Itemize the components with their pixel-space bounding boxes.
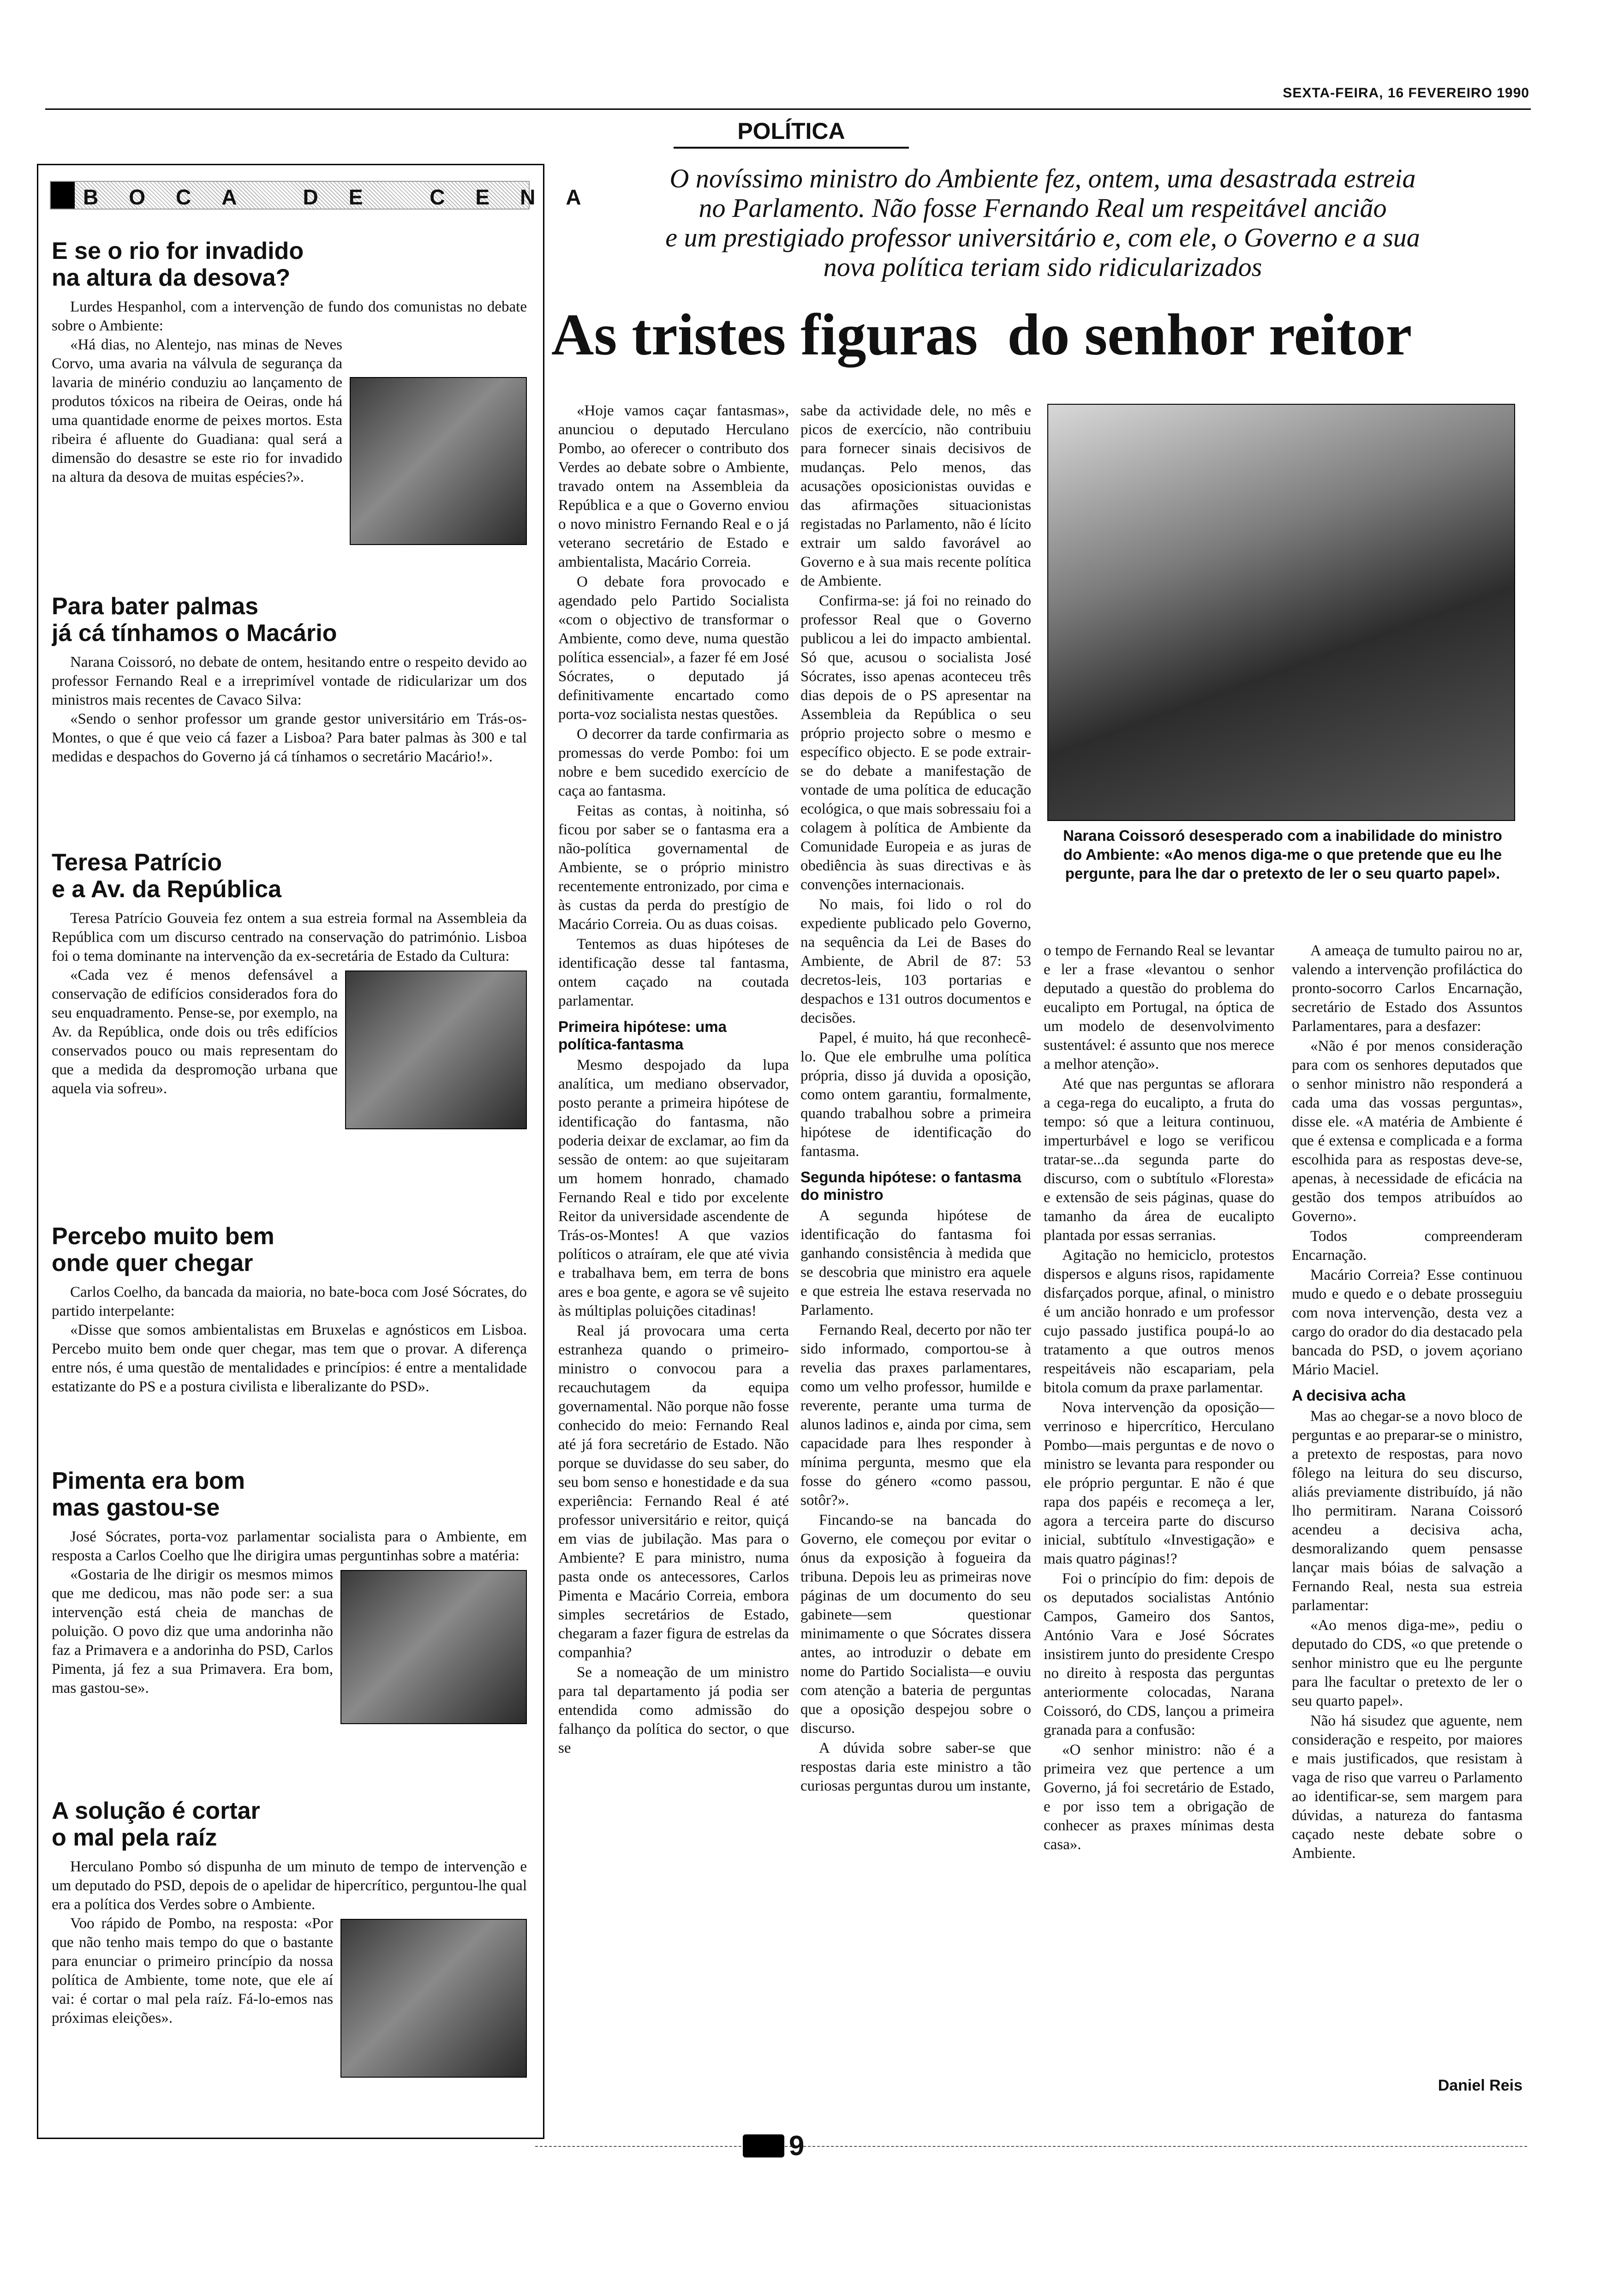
article-paragraph: Não há sisudez que aguente, nem consideração e respeito, por maiores e mais justificados, que resistam à vaga de riso que varreu o Parlamento ao identificar-se, sem margem para dúvidas, a natureza do fantasma caçado neste debate sobre o Ambiente. <box>1292 1713 1522 1862</box>
article-paragraph: Nova intervenção da oposição—verrinoso e hipercrítico, Herculano Pombo—mais perguntas e de novo o ministro se levanta para responder ou ele próprio perguntar. E não é que rapa dos papéis e recomeça a ler, agora a terceira parte do discurso inicial, subtítulo «Investigação» e mais quatro páginas!? <box>1044 1399 1274 1567</box>
article-col-2 <box>800 401 1031 2100</box>
sidebar-item-palmas <box>52 593 527 833</box>
sidebar-text: Lurdes Hespanhol, com a intervenção de fundo dos comunistas no debate sobre o Ambiente: <box>52 299 527 334</box>
article-paragraph: Mas ao chegar-se a novo bloco de perguntas e ao preparar-se o ministro, a pretexto de respostas, para novo fôlego na leitura do seu discurso, aliás previamente distribuído, já não lho permitiram. Narana Coissoró acendeu a decisiva acha, desmoralizando quem pensasse lançar mais bóias de salvação a Fernando Real, nesta sua estreia parlamentar: <box>1292 1408 1522 1614</box>
article-paragraph: Se a nomeação de um ministro para tal departamento já podia ser entendida como admissão do falhanço da política do sector, o que se <box>558 1664 789 1756</box>
article-col-4 <box>1292 941 1522 2067</box>
photo-narana-coissoro <box>1047 404 1515 821</box>
section-underline <box>674 147 909 149</box>
sidebar-heading: já cá tínhamos o Macário <box>52 620 337 647</box>
sidebar-text: Narana Coissoró, no debate de ontem, hesitando entre o respeito devido ao professor Fernando Real e a irreprimível vontade de ridicularizar um dos ministros mais recentes de Cavaco Silva: <box>52 654 527 708</box>
article-paragraph: Até que nas perguntas se aflorara a cega-rega do eucalipto, a fruta do tempo: só que a leitura continuou, imperturbável e logo se verificou tratar-se...da segunda parte do discurso, com o subtítulo «Floresta» e extensão de seis páginas, quase do tamanho da área de eucalipto plantada por essas serranias. <box>1044 1076 1274 1244</box>
article-col-3 <box>1044 941 1274 2100</box>
sidebar-heading: e a Av. da República <box>52 876 282 903</box>
article-paragraph: «Ao menos diga-me», pediu o deputado do CDS, «o que pretende o senhor ministro que eu lhe pergunte para lhe facultar o pretexto de ler o seu quarto papel». <box>1292 1617 1522 1709</box>
sidebar-item-percebo <box>52 1223 527 1463</box>
article-paragraph: Foi o princípio do fim: depois de os deputados socialistas António Campos, Gameiro dos Santos, António Vara e José Sócrates insistirem junto do presidente Crespo no direito à resposta das perguntas anteriormente colocadas, Narana Coissoró, do CDS, lançou a primeira granada para a confusão: <box>1044 1570 1274 1738</box>
photo-caption: Narana Coissoró desesperado com a inabilidade do ministro do Ambiente: «Ao menos diga-me o que pretende que eu lhe pergunte, para lhe dar o pretexto de ler o seu quarto papel». <box>1063 827 1502 882</box>
article-subheading: Primeira hipótese: uma política-fantasma <box>558 1018 727 1053</box>
sidebar-item-teresa <box>52 849 527 1214</box>
article-paragraph: «Hoje vamos caçar fantasmas», anunciou o deputado Herculano Pombo, ao oferecer o contributo dos Verdes ao debate sobre o Ambiente, travado ontem na Assembleia da República e a que o Governo enviou o novo ministro Fernando Real e o já veterano secretário de Estado e ambientalista, Macário Correia. <box>558 402 789 570</box>
sidebar-heading: na altura da desova? <box>52 264 291 291</box>
sidebar-text: «Sendo o senhor professor um grande gestor universitário em Trás-os-Montes, o que é que veio cá fazer a Lisboa? Para bater palmas às 300 e tal medidas e despachos do Governo já cá tínhamos o secretário Macário!». <box>52 711 527 765</box>
lead-line: e um prestigiado professor universitário e, com ele, o Governo e a sua <box>665 222 1420 252</box>
header-rule <box>45 108 1531 110</box>
article-headline: As tristes figuras do senhor reitor <box>551 302 1412 367</box>
article-paragraph: «O senhor ministro: não é a primeira vez que pertence a um Governo, já foi secretário de Estado, e por isso tem a obrigação de conhecer as praxes mínimas desta casa». <box>1044 1742 1274 1853</box>
article-paragraph: «Não é por menos consideração para com os senhores deputados que o senhor ministro não responderá a cada uma das vossas perguntas», disse ele. «A matéria de Ambiente é que é extensa e complicada e a forma escolhida para as respostas deve-se, apenas, à necessidade de eficácia na gestão dos tempos atribuídos ao Governo». <box>1292 1038 1522 1225</box>
page-date: SEXTA-FEIRA, 16 FEVEREIRO 1990 <box>1283 85 1529 101</box>
article-paragraph: Real já provocara uma certa estranheza quando o primeiro-ministro o convocou para a recauchutagem da equipa governamental. Não porque não fosse conhecido do meio: Fernando Real até já fora secretário de Estado. Não porque se duvidasse do seu saber, do seu bom senso e honestidade e da sua experiência: Fernando Real é até professor universitário e reitor, quiçá em vias de jubilação. Mas para o Ambiente? E para ministro, numa pasta onde os antecessores, Carlos Pimenta e Macário Correia, embora simples secretários de Estado, chegaram a fazer figura de estrelas da companhia? <box>558 1323 789 1661</box>
article-paragraph: No mais, foi lido o rol do expediente publicado pelo Governo, na sequência da Lei de Bases do Ambiente, de Abril de 87: 53 decretos-leis, 103 portarias e despachos e 131 outros documentos e decisões. <box>800 896 1031 1026</box>
sidebar-heading: A solução é cortar <box>52 1798 260 1824</box>
article-paragraph: Tentemos as duas hipóteses de identificação desse tal fantasma, ontem caçado na coutada parlamentar. <box>558 936 789 1009</box>
sidebar-title-marker <box>51 182 75 209</box>
section-label: POLÍTICA <box>737 118 845 144</box>
sidebar-text: Voo rápido de Pombo, na resposta: «Por que não tenho mais tempo do que o bastante para enunciar o primeiro princípio da nossa política de Ambiente, tome note, que ele aí vai: é cortar o mal pela raíz. Fá-lo-emos nas próximas eleições». <box>52 1915 333 2026</box>
sidebar-heading: Teresa Patrício <box>52 849 222 876</box>
article-lead <box>558 164 1527 282</box>
lead-line: O novíssimo ministro do Ambiente fez, ontem, uma desastrada estreia <box>669 163 1416 193</box>
sidebar-heading: Para bater palmas <box>52 593 259 620</box>
footer-logo <box>743 2134 784 2157</box>
photo-teresa-patricio <box>345 971 527 1129</box>
article-paragraph: Agitação no hemiciclo, protestos dispersos e alguns risos, rapidamente disfarçados porque, afinal, o ministro é um ancião honrado e um professor cujo passado justifica poupá-lo ao tratamento a que outros menos respeitáveis não escapariam, pela bitola comum da praxe parlamentar. <box>1044 1247 1274 1396</box>
article-subheading: Segunda hipótese: o fantasma do ministro <box>800 1168 1021 1203</box>
article-paragraph: A segunda hipótese de identificação do fantasma foi ganhando consistência à medida que se descobria que ministro era aquele e que estreia lhe estava reservada no Parlamento. <box>800 1207 1031 1318</box>
article-col-1 <box>558 401 789 2100</box>
article-paragraph: Papel, é muito, há que reconhecê-lo. Que ele embrulhe uma política própria, disso já duvida a oposição, como ontem garantiu, formalmente, quando trabalhou sobre a primeira hipótese de identificação do fantasma. <box>800 1030 1031 1160</box>
article-subheading: A decisiva acha <box>1292 1387 1406 1404</box>
article-paragraph: A ameaça de tumulto pairou no ar, valendo a intervenção profiláctica do pronto-socorro Carlos Encarnação, secretário de Estado dos Assuntos Parlamentares, para a desfazer: <box>1292 942 1522 1035</box>
lead-line: no Parlamento. Não fosse Fernando Real um respeitável ancião <box>699 193 1387 223</box>
photo-lurdes-hespanhol <box>350 377 527 545</box>
sidebar-title: BOCA DE CENA <box>83 185 612 209</box>
sidebar-title-bar <box>50 181 612 210</box>
article-paragraph: A dúvida sobre saber-se que respostas daria este ministro a tão curiosas perguntas durou um instante, <box>800 1740 1031 1794</box>
article-paragraph: Feitas as contas, à noitinha, só ficou por saber se o fantasma era a não-política governamental de Ambiente, se o próprio ministro recentemente entronizado, por cima e às custas da perda do prestígio de Macário Correia. Ou as duas coisas. <box>558 803 789 933</box>
article-paragraph: Macário Correia? Esse continuou mudo e quedo e o debate prosseguiu com nova intervenção, desta vez a cargo do orador do dia destacado pela bancada do PSD, o jovem açoriano Mário Maciel. <box>1292 1267 1522 1378</box>
sidebar-text: José Sócrates, porta-voz parlamentar socialista para o Ambiente, em resposta a Carlos Coelho que lhe dirigira umas perguntinhas sobre a matéria: <box>52 1528 527 1564</box>
article-paragraph: Fincando-se na bancada do Governo, ele começou por evitar o ónus da exposição à fogueira da tribuna. Depois leu as primeiras nove páginas de um documento do seu gabinete—sem questionar minimamente o que Sócrates dissera antes, ao introduzir o debate em nome do Partido Socialista—e ouviu com atenção a bateria de perguntas que a oposição despejou sobre o discurso. <box>800 1512 1031 1737</box>
sidebar-text: Carlos Coelho, da bancada da maioria, no bate-boca com José Sócrates, do partido interpelante: <box>52 1284 527 1319</box>
article-paragraph: Todos compreenderam Encarnação. <box>1292 1228 1522 1264</box>
sidebar-text: Herculano Pombo só dispunha de um minuto de tempo de intervenção e um deputado do PSD, depois de o apelidar de hipercrítico, perguntou-lhe qual era a política dos Verdes sobre o Ambiente. <box>52 1858 527 1913</box>
sidebar-text: «Disse que somos ambientalistas em Bruxelas e agnósticos em Lisboa. Percebo muito bem onde quer chegar, mas tem que o provar. A diferença entre nós, é uma questão de mentalidades e princípios: é entre a mentalidade estatizante do PS e a postura civilista e liberalizante do PSD». <box>52 1322 527 1395</box>
sidebar-heading: E se o rio for invadido <box>52 238 304 264</box>
sidebar-text: «Há dias, no Alentejo, nas minas de Neves Corvo, uma avaria na válvula de segurança da lavaria de minério conduziu ao lançamento de produtos tóxicos na ribeira de Oeiras, onde há uma quantidade enorme de peixes mortos. Esta ribeira é afluente do Guadiana: qual será a dimensão do desastre se este rio for invadido na altura da desova de muitas espécies?». <box>52 336 342 485</box>
sidebar-text: Teresa Patrício Gouveia fez ontem a sua estreia formal na Assembleia da República com um discurso centrado na conservação do património. Lisboa foi o tema dominante na intervenção da ex-secretária de Estado da Cultura: <box>52 910 527 965</box>
article-paragraph: O debate fora provocado e agendado pelo Partido Socialista «com o objectivo de transformar o Ambiente, como deve, numa questão política essencial», a fazer fé em José Sócrates, o deputado já definitivamente encartado como porta-voz socialista nestas questões. <box>558 574 789 723</box>
sidebar-heading: onde quer chegar <box>52 1250 253 1276</box>
article-paragraph: Fernando Real, decerto por não ter sido informado, comportou-se à revelia das praxes parlamentares, como um velho professor, humilde e reverente, perante uma turma de alunos ladinos e, ainda por cima, sem capacidade para lhes responder à mínima pergunta, mesmo que ela fosse do género «como passou, sotôr?». <box>800 1322 1031 1509</box>
sidebar-heading: mas gastou-se <box>52 1494 220 1521</box>
lead-line: nova política teriam sido ridicularizados <box>823 252 1262 282</box>
sidebar-heading: Percebo muito bem <box>52 1223 275 1250</box>
sidebar-item-rio <box>52 238 527 588</box>
sidebar-text: «Cada vez é menos defensável a conservação de edifícios considerados fora do seu enquadramento. Pense-se, por exemplo, na Av. da República, onde dois ou três edifícios conservados pouco ou mais representam do que a medida da despromoção urbana que aquela via sofreu». <box>52 967 338 1097</box>
photo-herculano-pombo <box>340 1919 527 2078</box>
sidebar-heading: Pimenta era bom <box>52 1468 245 1494</box>
sidebar-item-solucao <box>52 1798 527 2130</box>
sidebar-text: «Gostaria de lhe dirigir os mesmos mimos que me dedicou, mas não pode ser: a sua intervenção está cheia de manchas de poluição. O povo diz que uma andorinha não faz a Primavera e a andorinha do PSD, Carlos Pimenta, já fez a sua Primavera. Era bom, mas gastou-se». <box>52 1566 333 1696</box>
article-paragraph: sabe da actividade dele, no mês e picos de exercício, não contribuiu para fornecer sinais decisivos de mudanças. Pelo menos, das acusações oposicionistas ouvidas e das afirmações situacionistas registadas no Parlamento, não é lícito extrair um saldo favorável ao Governo e à sua mais recente política de Ambiente. <box>800 402 1031 589</box>
page-number: 9 <box>789 2130 805 2161</box>
article-paragraph: o tempo de Fernando Real se levantar e ler a frase «levantou o senhor deputado a questão do problema do eucalipto em Portugal, na óptica de um modelo de desenvolvimento sustentável: é assunto que nos merece a melhor atenção». <box>1044 942 1274 1073</box>
footer-rule <box>535 2146 1527 2147</box>
article-paragraph: Confirma-se: já foi no reinado do professor Real que o Governo publicou a lei do impacto ambiental. Só que, acusou o socialista José Sócrates, isso apenas aconteceu três dias depois de o PS apresentar na Assembleia da República o seu próprio projecto sobre o mesmo e específico objecto. E se pode extrair-se do debate a manifestação de vontade de uma política de educação ecológica, o que mais sobressaiu foi a colagem à política de Ambiente da Comunidade Europeia e as juras de obediência às suas directivas e às convenções internacionais. <box>800 593 1031 893</box>
sidebar-item-pimenta <box>52 1468 527 1791</box>
photo-jose-socrates <box>340 1570 527 1724</box>
article-paragraph: Mesmo despojado da lupa analítica, um mediano observador, posto perante a primeira hipótese de identificação do fantasma, não poderia deixar de exclamar, ao fim da sessão de ontem: ao que sujeitaram um homem honrado, chamado Fernando Real e tido por excelente Reitor da universidade ascendente de Trás-os-Montes! A que vazios políticos o atraíram, ele que até vivia e trabalhava bem, em terra de bons ares e boa gente, e agora se vê sujeito às múltiplas poluições citadinas! <box>558 1057 789 1319</box>
sidebar-heading: o mal pela raíz <box>52 1824 217 1851</box>
article-paragraph: O decorrer da tarde confirmaria as promessas do verde Pombo: foi um nobre e bem sucedido exercício de caça ao fantasma. <box>558 726 789 799</box>
byline: Daniel Reis <box>1438 2077 1522 2094</box>
